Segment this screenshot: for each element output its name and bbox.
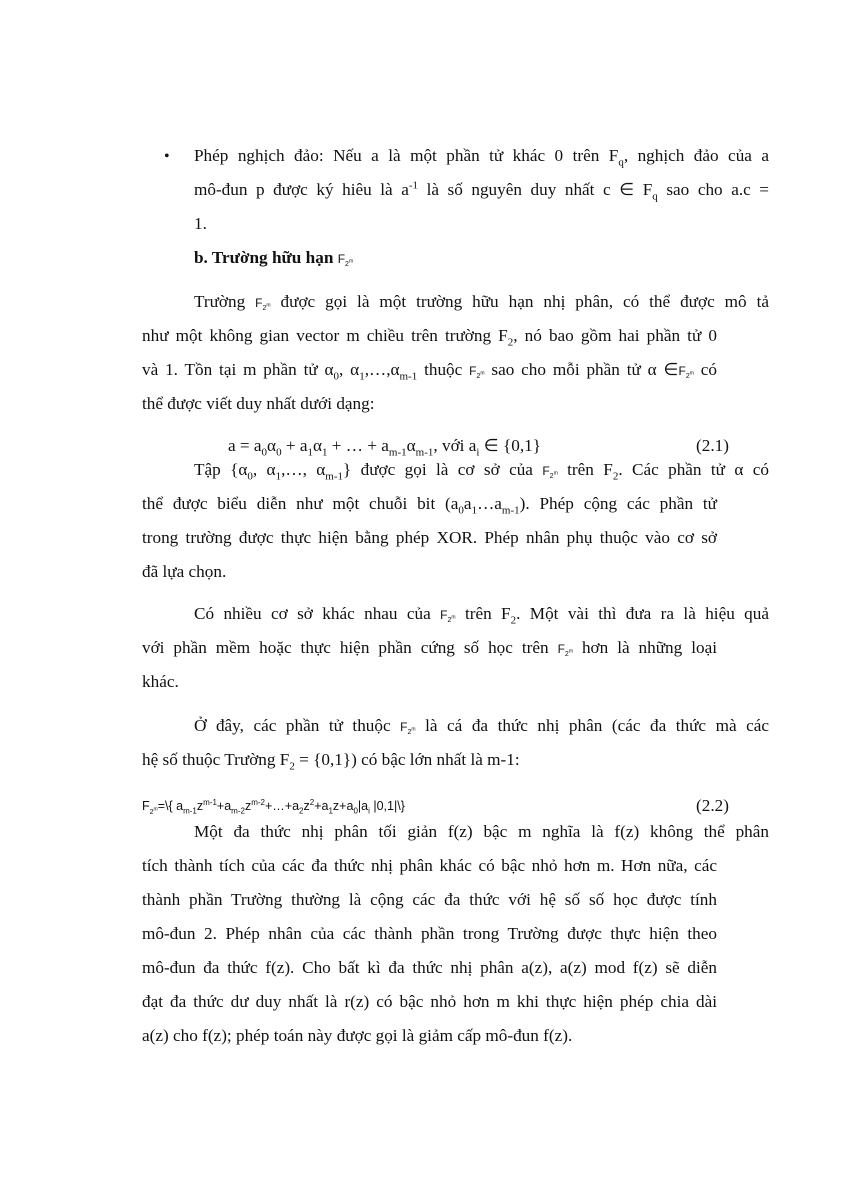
- section-heading: b. Trường hữu hạn $F_{2^m}$: [194, 248, 354, 269]
- bullet-line-1: Phép nghịch đảo: Nếu a là một phần tử khác 0 trên $F_q$, nghịch đảo của a: [194, 146, 769, 169]
- para4-line-1: Ở đây, các phần tử thuộc $F_{2^m}$ là cá đa thức nhị phân (các đa thức mà các: [194, 716, 769, 737]
- para2-line-3: trong trường được thực hiện bằng phép XOR. Phép nhân phụ thuộc vào cơ sở: [142, 528, 717, 547]
- para4-line-2: hệ số thuộc Trường $F_2 = \{0,1\}$) có bậc lớn nhất là m-1:: [142, 750, 520, 773]
- para1-line-3: và 1. Tồn tại m phần tử $\alpha_0$, $\alpha_1,\dots,\alpha_{m-1}$ thuộc $F_{2^m}$ sao cho mỗi phần tử α $\in F_{2^m}$ có: [142, 360, 717, 383]
- para5-line-5: mô-đun đa thức f(z). Cho bất kì đa thức nhị phân a(z), a(z) mod f(z) sẽ diễn: [142, 958, 717, 977]
- equation-2-2-number: (2.2): [696, 796, 729, 815]
- para5-line-4: mô-đun 2. Phép nhân của các thành phần trong Trường được thực hiện theo: [142, 924, 717, 943]
- para3-line-2: với phần mềm hoặc thực hiện phần cứng số học trên $F_{2^m}$ hơn là những loại: [142, 638, 717, 659]
- bullet-line-2: mô-đun p được ký hiêu là $a^{-1}$ là số nguyên duy nhất c ∈ $F_q$ sao cho a.c =: [194, 179, 769, 203]
- para2-line-2: thể được biểu diễn như một chuỗi bit $(a_0a_1\dots a_{m-1})$. Phép cộng các phần tử: [142, 494, 717, 517]
- para5-line-1: Một đa thức nhị phân tối giản f(z) bậc m nghĩa là f(z) không thể phân: [194, 822, 769, 841]
- bullet-line-3: 1.: [194, 214, 207, 233]
- para1-line-1: Trường $F_{2^m}$ được gọi là một trường hữu hạn nhị phân, có thể được mô tả: [194, 292, 769, 313]
- para5-line-3: thành phần Trường thường là cộng các đa thức với hệ số số học được tính: [142, 890, 717, 909]
- para3-line-3: khác.: [142, 672, 179, 691]
- equation-2-1: $a = a_0\alpha_0 + a_1\alpha_1$ + … + $a_{m-1}\alpha_{m-1}$, với $a_i$ ∈ {0,1}: [228, 436, 541, 459]
- equation-2-2: $F_{2^m}=\backslash${ $a_{m-1}z^{m-1}+a_{m-2}z^{m-2}+\dots+a_2z^2+a_1z+a_0|a_i$ |0,1|\}: [142, 797, 405, 816]
- para5-line-2: tích thành tích của các đa thức nhị phân khác có bậc nhỏ hơn m. Hơn nữa, các: [142, 856, 717, 875]
- para5-line-6: đạt đa thức dư duy nhất là r(z) có bậc nhỏ hơn m khi thực hiện phép chia dài: [142, 992, 717, 1011]
- equation-2-1-number: (2.1): [696, 436, 729, 455]
- para1-line-4: thể được viết duy nhất dưới dạng:: [142, 394, 375, 413]
- para3-line-1: Có nhiều cơ sở khác nhau của $F_{2^m}$ trên $F_2$. Một vài thì đưa ra là hiệu quả: [194, 604, 769, 627]
- para5-line-7: a(z) cho f(z); phép toán này được gọi là giảm cấp mô-đun f(z).: [142, 1026, 573, 1045]
- para2-line-4: đã lựa chọn.: [142, 562, 227, 581]
- para1-line-2: như một không gian vector m chiều trên trường $F_2$, nó bao gồm hai phần tử 0: [142, 326, 717, 349]
- bullet-marker: •: [164, 148, 170, 165]
- para2-line-1: Tập {$\alpha_0$, $\alpha_1,\dots$, $\alpha_{m-1}$} được gọi là cơ sở của $F_{2^m}$ trên $F_2$. Các phần tử α có: [194, 460, 770, 483]
